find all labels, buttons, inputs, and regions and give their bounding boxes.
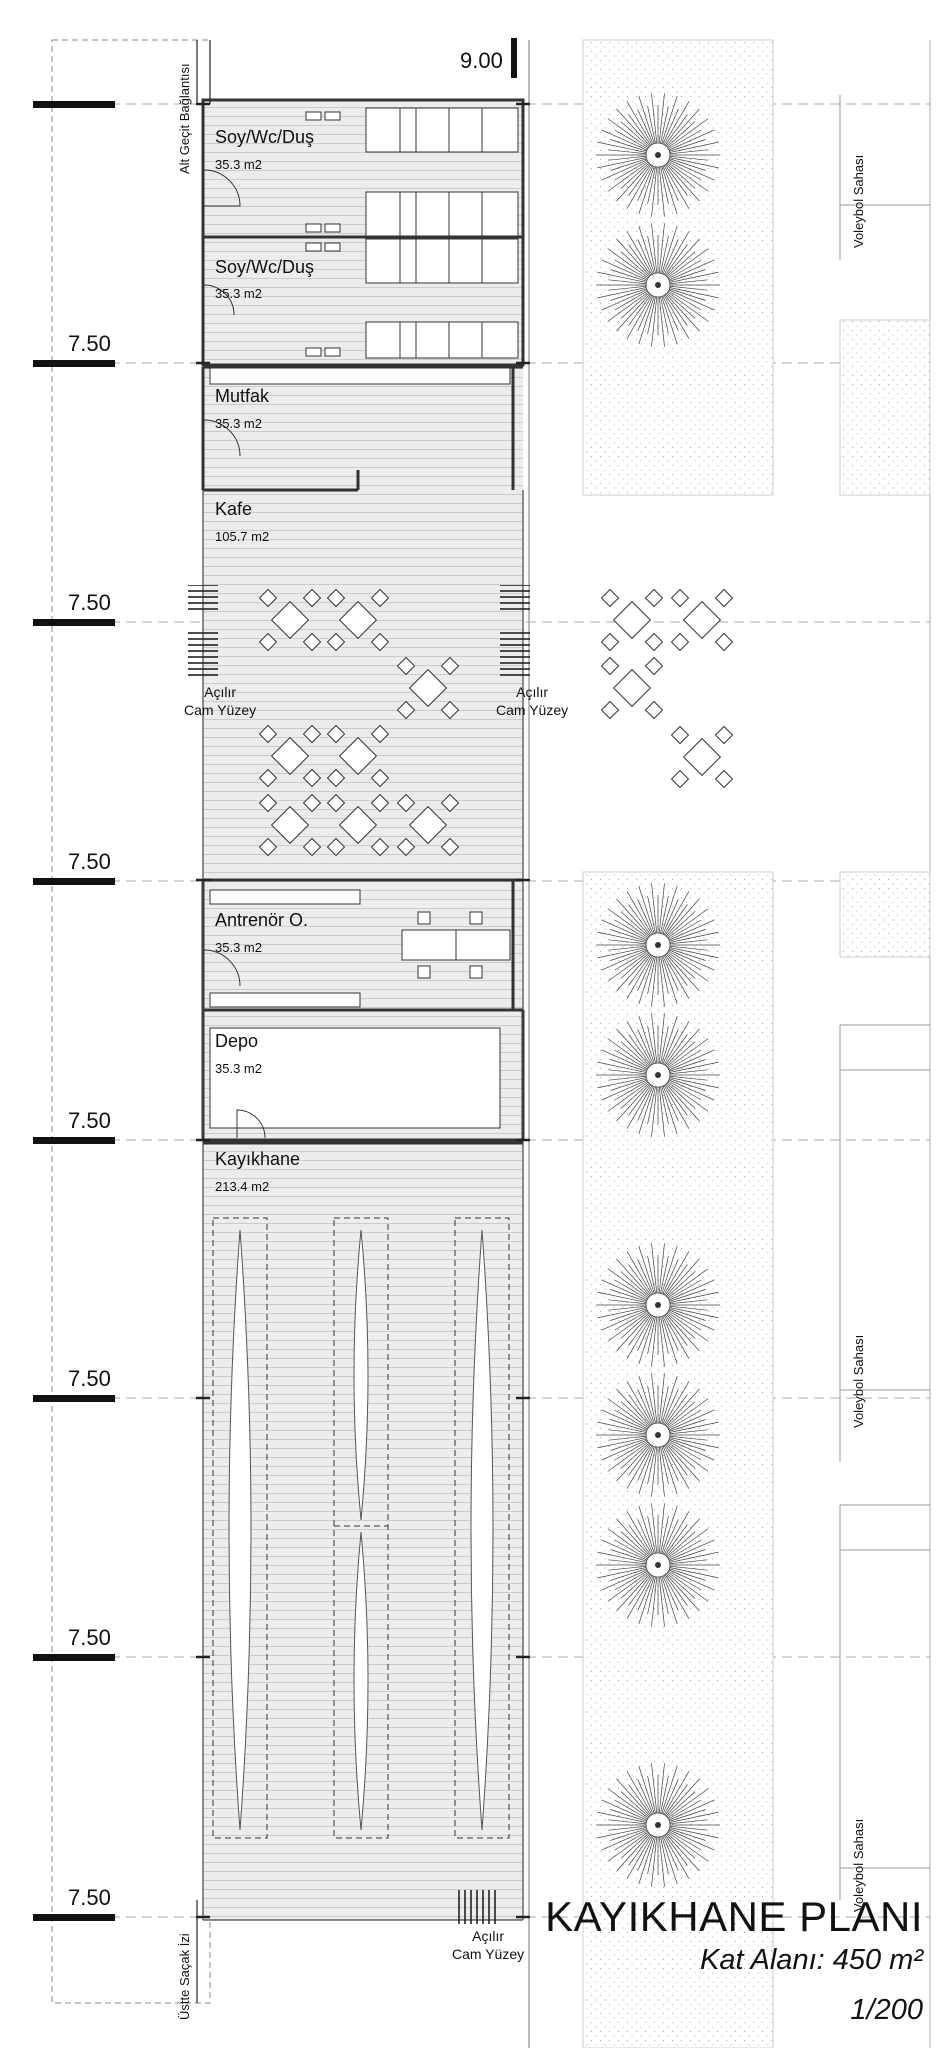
glass-note-left — [184, 684, 256, 719]
cafe-table — [602, 658, 663, 719]
scale-label: 1/200 — [850, 1994, 923, 2026]
room-area-changing-1: 35.3 m2 — [215, 157, 262, 172]
bay-length-label-4: 7.50 — [68, 1108, 111, 1133]
glass-note-left-line1: Açılır — [204, 684, 236, 700]
room-name-cafe: Kafe — [215, 499, 253, 519]
bay-length-label-6: 7.50 — [68, 1625, 111, 1650]
glass-note-bottom-line2: Cam Yüzey — [452, 1945, 525, 1962]
court-label-3: Voleybol Sahası — [851, 1818, 866, 1912]
bay-length-label-1: 7.50 — [68, 331, 111, 356]
bay-width-label: 9.00 — [460, 48, 503, 73]
bay-length-label-3: 7.50 — [68, 849, 111, 874]
room-area-cafe: 105.7 m2 — [215, 529, 270, 544]
eaves-label: Üstte Saçak İzi — [177, 1933, 192, 2020]
room-area-coach-office: 35.3 m2 — [215, 940, 262, 955]
room-area-storage: 35.3 m2 — [215, 1061, 262, 1076]
court-label-2: Voleybol Sahası — [851, 1334, 866, 1428]
room-area-kitchen: 35.3 m2 — [215, 416, 262, 431]
bay-length-label-5: 7.50 — [68, 1366, 111, 1391]
glass-note-bottom-line1: Açılır — [472, 1928, 504, 1944]
court-label-1: Voleybol Sahası — [851, 154, 866, 248]
plan-title: KAYIKHANE PLANI — [545, 1893, 923, 1940]
bay-length-label-2: 7.50 — [68, 590, 111, 615]
room-name-boathouse: Kayıkhane — [215, 1149, 301, 1169]
glass-note-left-line2: Cam Yüzey — [184, 701, 257, 718]
glass-note-right-line1: Açılır — [516, 684, 548, 700]
glass-note-right — [496, 684, 568, 719]
room-name-changing-2: Soy/Wc/Duş — [215, 257, 315, 277]
room-name-coach-office: Antrenör O. — [215, 910, 309, 930]
room-area-boathouse: 213.4 m2 — [215, 1179, 270, 1194]
underpass-label: Alt Geçit Bağlantısı — [177, 63, 192, 174]
room-name-storage: Depo — [215, 1031, 259, 1051]
floor-area-label: Kat Alanı: 450 m² — [700, 1944, 923, 1976]
room-name-changing-1: Soy/Wc/Duş — [215, 127, 315, 147]
glass-note-right-line2: Cam Yüzey — [496, 701, 569, 718]
cafe-table — [602, 590, 663, 651]
planting-strip — [583, 40, 930, 2048]
room-area-changing-2: 35.3 m2 — [215, 286, 262, 301]
bay-length-label-7: 7.50 — [68, 1885, 111, 1910]
cafe-table — [672, 590, 733, 651]
glass-note-bottom — [452, 1928, 524, 1963]
cafe-table — [672, 727, 733, 788]
room-name-kitchen: Mutfak — [215, 386, 270, 406]
